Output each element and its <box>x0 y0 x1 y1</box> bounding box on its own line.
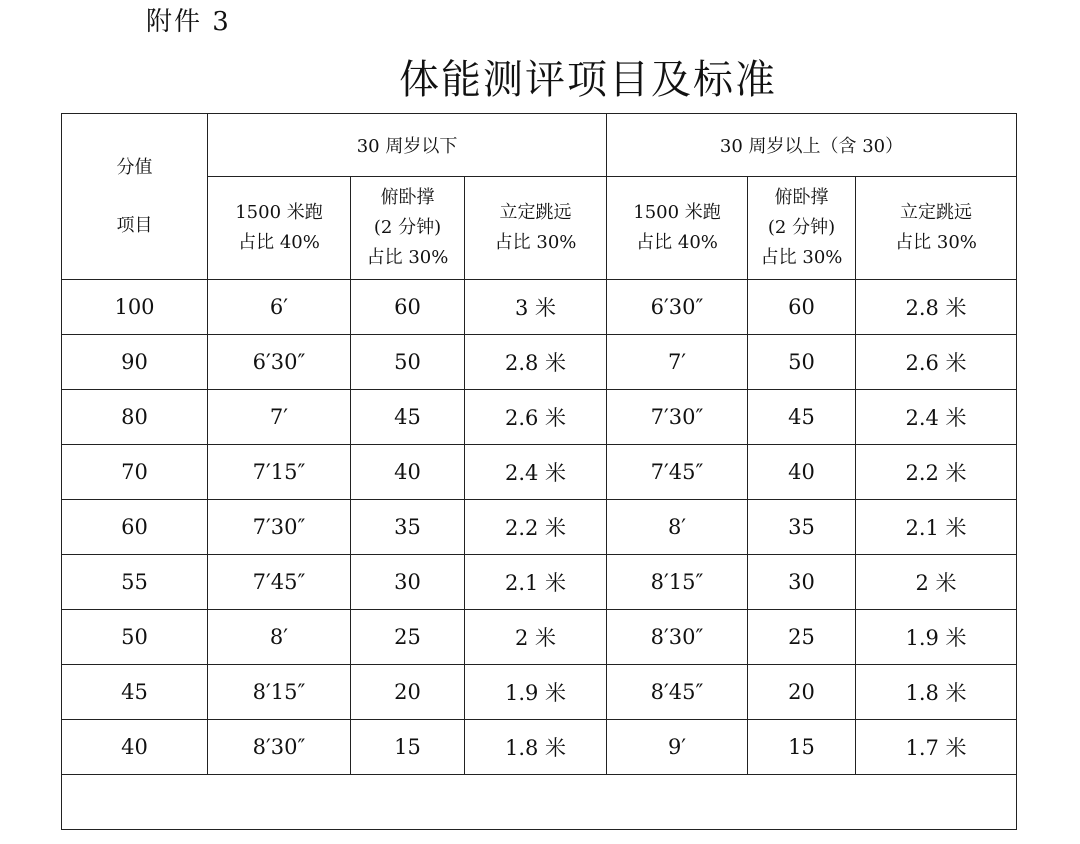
cell-run-1500m-under-30: 7′30″ <box>208 500 351 555</box>
cell-long-jump-under-30: 2.1 米 <box>465 555 607 610</box>
sub-header-1500m-under-30 <box>208 177 351 280</box>
cell-pushups-30-and-over: 45 <box>748 390 856 445</box>
cell-score: 45 <box>62 665 208 720</box>
corner-header-cell <box>62 114 208 280</box>
sub-header-line: 立定跳远 <box>499 202 572 223</box>
standards-table <box>61 113 1017 830</box>
cell-run-1500m-30-and-over: 6′30″ <box>607 280 748 335</box>
cell-long-jump-30-and-over: 1.9 米 <box>856 610 1017 665</box>
cell-pushups-under-30: 25 <box>351 610 465 665</box>
sub-header-pushup-30-and-over <box>748 177 856 280</box>
cell-long-jump-30-and-over: 1.7 米 <box>856 720 1017 775</box>
cell-run-1500m-30-and-over: 7′30″ <box>607 390 748 445</box>
table-row <box>62 335 1017 390</box>
cell-pushups-30-and-over: 15 <box>748 720 856 775</box>
cell-pushups-under-30: 30 <box>351 555 465 610</box>
cell-run-1500m-30-and-over: 9′ <box>607 720 748 775</box>
empty-footer-row <box>62 775 1017 830</box>
cell-run-1500m-30-and-over: 8′15″ <box>607 555 748 610</box>
sub-header-line: (2 分钟) <box>767 217 836 238</box>
sub-header-line: 占比 30% <box>895 232 977 253</box>
cell-long-jump-under-30: 2.2 米 <box>465 500 607 555</box>
cell-run-1500m-30-and-over: 7′45″ <box>607 445 748 500</box>
table-body <box>62 114 1017 830</box>
document-title: 体能测评项目及标准 <box>399 57 777 103</box>
sub-header-line: 占比 40% <box>636 232 718 253</box>
table-row <box>62 445 1017 500</box>
cell-pushups-30-and-over: 30 <box>748 555 856 610</box>
corner-item-label: 项目 <box>116 214 153 236</box>
cell-run-1500m-30-and-over: 7′ <box>607 335 748 390</box>
table-row <box>62 610 1017 665</box>
cell-pushups-under-30: 60 <box>351 280 465 335</box>
group-header-under-30: 30 周岁以下 <box>208 114 607 177</box>
sub-header-line: 俯卧撑 <box>774 187 829 208</box>
cell-long-jump-30-and-over: 2 米 <box>856 555 1017 610</box>
cell-pushups-under-30: 40 <box>351 445 465 500</box>
table-row <box>62 280 1017 335</box>
cell-long-jump-30-and-over: 1.8 米 <box>856 665 1017 720</box>
sub-header-line: 立定跳远 <box>900 202 973 223</box>
cell-long-jump-under-30: 2.4 米 <box>465 445 607 500</box>
cell-score: 55 <box>62 555 208 610</box>
cell-run-1500m-under-30: 8′ <box>208 610 351 665</box>
cell-long-jump-under-30: 2.8 米 <box>465 335 607 390</box>
cell-run-1500m-30-and-over: 8′ <box>607 500 748 555</box>
cell-long-jump-30-and-over: 2.2 米 <box>856 445 1017 500</box>
cell-long-jump-under-30: 2 米 <box>465 610 607 665</box>
cell-pushups-under-30: 20 <box>351 665 465 720</box>
cell-run-1500m-under-30: 7′15″ <box>208 445 351 500</box>
cell-pushups-30-and-over: 25 <box>748 610 856 665</box>
cell-pushups-30-and-over: 20 <box>748 665 856 720</box>
cell-long-jump-30-and-over: 2.8 米 <box>856 280 1017 335</box>
cell-long-jump-under-30: 3 米 <box>465 280 607 335</box>
cell-run-1500m-under-30: 6′30″ <box>208 335 351 390</box>
sub-header-line: 占比 40% <box>238 232 320 253</box>
cell-pushups-under-30: 45 <box>351 390 465 445</box>
group-header-row <box>62 114 1017 177</box>
cell-pushups-30-and-over: 35 <box>748 500 856 555</box>
cell-pushups-30-and-over: 40 <box>748 445 856 500</box>
empty-footer-cell <box>62 775 1017 830</box>
corner-score-label: 分值 <box>116 156 153 178</box>
sub-header-line: 占比 30% <box>366 247 449 268</box>
cell-pushups-30-and-over: 50 <box>748 335 856 390</box>
cell-long-jump-under-30: 1.9 米 <box>465 665 607 720</box>
cell-run-1500m-under-30: 8′15″ <box>208 665 351 720</box>
cell-score: 60 <box>62 500 208 555</box>
cell-pushups-under-30: 50 <box>351 335 465 390</box>
sub-header-line: 占比 30% <box>494 232 577 253</box>
sub-header-1500m-30-and-over <box>607 177 748 280</box>
sub-header-pushup-under-30 <box>351 177 465 280</box>
cell-long-jump-30-and-over: 2.4 米 <box>856 390 1017 445</box>
cell-run-1500m-under-30: 7′ <box>208 390 351 445</box>
cell-run-1500m-under-30: 8′30″ <box>208 720 351 775</box>
table-row <box>62 720 1017 775</box>
cell-pushups-under-30: 15 <box>351 720 465 775</box>
cell-pushups-under-30: 35 <box>351 500 465 555</box>
table-row <box>62 390 1017 445</box>
table-row <box>62 555 1017 610</box>
attachment-label: 附件 3 <box>146 7 231 37</box>
cell-score: 40 <box>62 720 208 775</box>
sub-header-line: 1500 米跑 <box>633 202 721 223</box>
sub-header-line: 俯卧撑 <box>380 187 435 208</box>
cell-run-1500m-30-and-over: 8′30″ <box>607 610 748 665</box>
sub-header-line: (2 分钟) <box>373 217 442 238</box>
cell-score: 50 <box>62 610 208 665</box>
cell-pushups-30-and-over: 60 <box>748 280 856 335</box>
cell-score: 70 <box>62 445 208 500</box>
group-header-30-and-over: 30 周岁以上（含 30） <box>607 114 1017 177</box>
cell-long-jump-under-30: 2.6 米 <box>465 390 607 445</box>
table-row <box>62 665 1017 720</box>
sub-header-long-jump-under-30 <box>465 177 607 280</box>
sub-header-line: 占比 30% <box>760 247 843 268</box>
sub-header-long-jump-30-and-over <box>856 177 1017 280</box>
cell-run-1500m-30-and-over: 8′45″ <box>607 665 748 720</box>
sub-header-line: 1500 米跑 <box>235 202 323 223</box>
cell-run-1500m-under-30: 6′ <box>208 280 351 335</box>
table-row <box>62 500 1017 555</box>
cell-long-jump-under-30: 1.8 米 <box>465 720 607 775</box>
cell-long-jump-30-and-over: 2.1 米 <box>856 500 1017 555</box>
cell-run-1500m-under-30: 7′45″ <box>208 555 351 610</box>
cell-score: 100 <box>62 280 208 335</box>
cell-score: 90 <box>62 335 208 390</box>
cell-long-jump-30-and-over: 2.6 米 <box>856 335 1017 390</box>
cell-score: 80 <box>62 390 208 445</box>
